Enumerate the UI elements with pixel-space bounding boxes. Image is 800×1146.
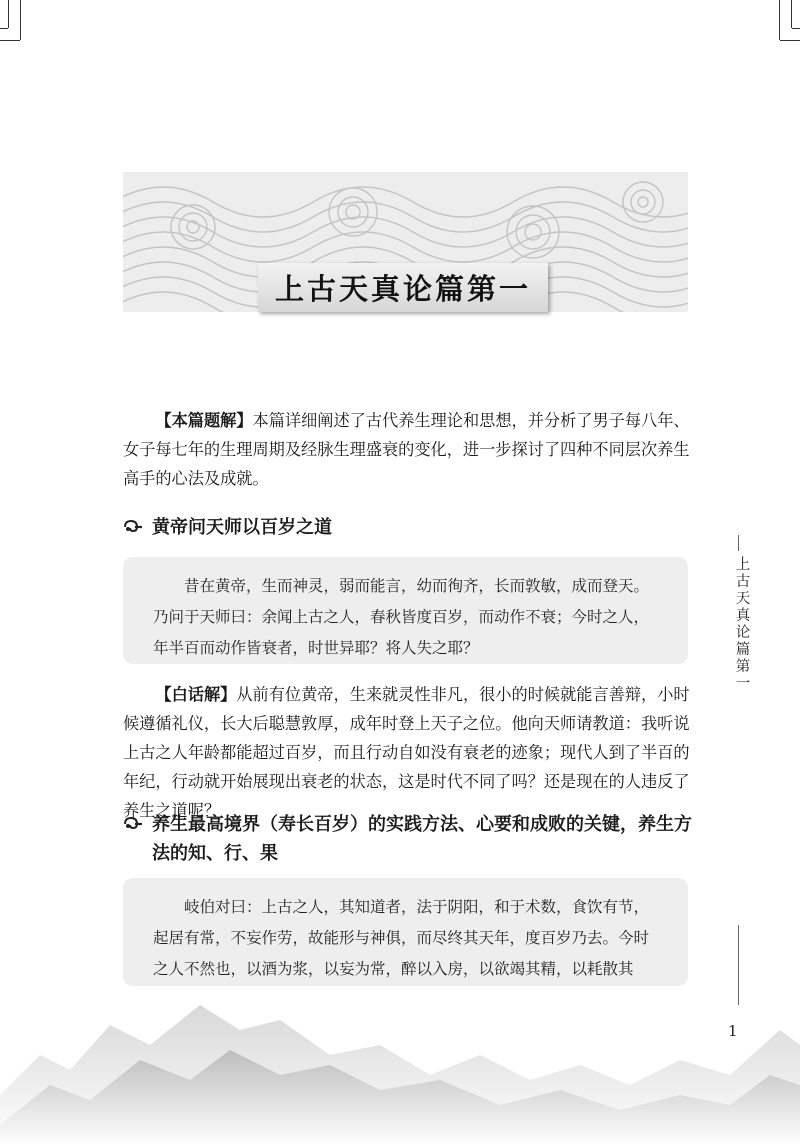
original-text-box-2 — [123, 878, 688, 986]
mountain-landscape-decoration — [0, 985, 800, 1146]
swirl-bullet-icon — [123, 519, 143, 535]
side-running-title: 上古天真论篇第一 — [735, 557, 751, 692]
side-divider-top — [738, 535, 739, 551]
explanation-paragraph — [123, 680, 690, 825]
swirl-bullet-icon — [123, 816, 143, 832]
original-text-box-1 — [123, 557, 688, 664]
chapter-title: 上古天真论篇第一 — [274, 272, 531, 306]
section-heading-2 — [123, 810, 693, 868]
intro-text: 本篇详细阐述了古代养生理论和思想，并分析了男子每八年、女子每七年的生理周期及经脉生理盛衰的变化，进一步探讨了四种不同层次养生高手的心法及成就。 — [123, 411, 690, 488]
chapter-title-plate — [258, 263, 548, 312]
original-text-2: 岐伯对曰：上古之人，其知道者，法于阴阳，和于术数，食饮有节，起居有常，不妄作劳，故能形与神俱，而尽终其天年，度百岁乃去。今时之人不然也，以酒为浆，以妄为常，醉以入房，以欲竭其精，以耗散其 — [153, 898, 650, 978]
section-heading-text: 养生最高境界（寿长百岁）的实践方法、心要和成败的关键，养生方法的知、行、果 — [152, 814, 692, 864]
page-number: 1 — [728, 1022, 738, 1040]
section-heading-1 — [123, 513, 693, 542]
explanation-tag: 【白话解】 — [155, 685, 237, 704]
original-text-1: 昔在黄帝，生而神灵，弱而能言，幼而徇齐，长而敦敏，成而登天。乃问于天师曰：余闻上古之人，春秋皆度百岁，而动作不衰；今时之人，年半百而动作皆衰者，时世异耶？将人失之耶？ — [153, 577, 650, 657]
intro-paragraph — [123, 406, 690, 493]
section-heading-text: 黄帝问天师以百岁之道 — [152, 517, 332, 538]
explanation-text: 从前有位黄帝，生来就灵性非凡，很小的时候就能言善辩，小时候遵循礼仪，长大后聪慧敦厚，成年时登上天子之位。他向天师请教道：我听说上古之人年龄都能超过百岁，而且行动自如没有衰老的迹象；现代人到了半百的年纪，行动就开始展现出衰老的状态，这是时代不同了吗？还是现在的人违反了养生之道呢？ — [123, 685, 690, 820]
intro-tag: 【本篇题解】 — [155, 411, 253, 430]
